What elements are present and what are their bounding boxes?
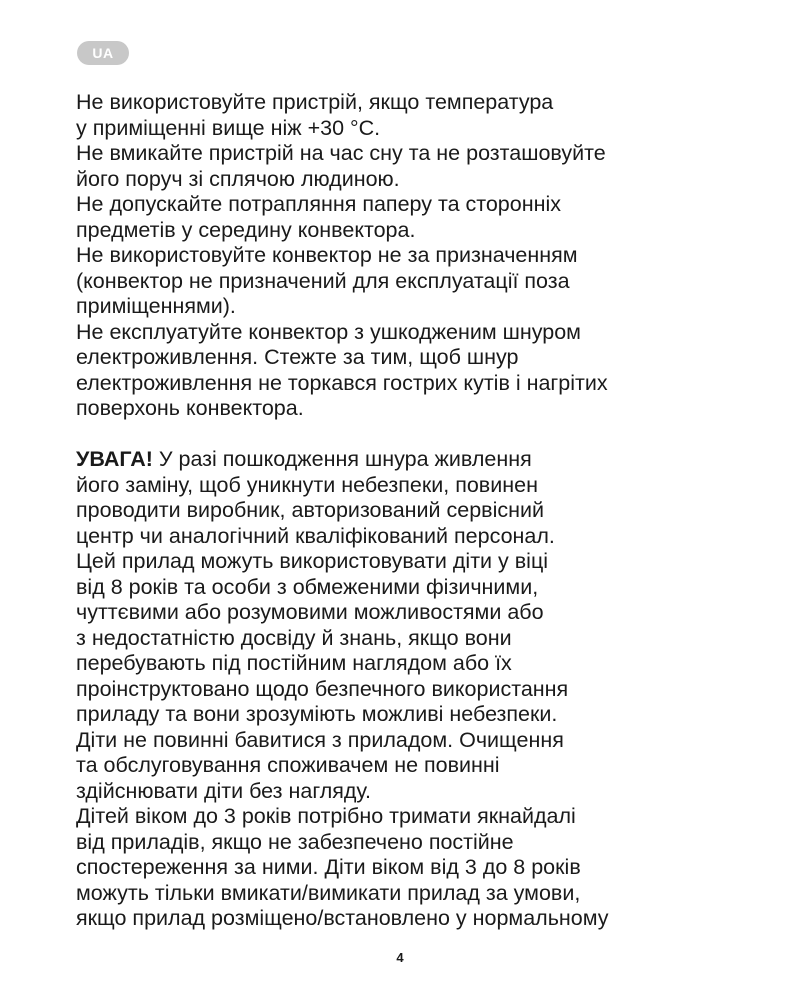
text-line: приміщеннями). [76,294,236,318]
text-line: поверхонь конвектора. [76,396,304,420]
warning-first-line [76,447,756,473]
text-line: Цей прилад можуть використовувати діти у віці [76,549,549,573]
paragraph-usage-restrictions [76,90,756,422]
text-line: Діти не повинні бавитися з приладом. Очищення [76,727,564,752]
document-body [76,90,756,932]
text-line: проводити виробник, авторизований сервісний [76,498,545,522]
text-line: електроживлення. Стежте за тим, щоб шнур [76,345,519,369]
text-line: електроживлення не торкався гострих кутів і нагрітих [76,370,608,395]
text-line: центр чи аналогічний кваліфікований персонал. [76,523,555,548]
text-line: його заміну, щоб уникнути небезпеки, повинен [76,472,538,497]
text-line: якщо прилад розміщено/встановлено у нормальному [76,906,609,930]
text-line: Не допускайте потрапляння паперу та сторонніх [76,192,561,216]
text-line: перебувають під постійним наглядом або їх [76,651,512,675]
text-line: з недостатністю досвіду й знань, якщо вони [76,625,512,650]
text-line: Не використовуйте пристрій, якщо температура [76,90,554,114]
paragraph-warning [76,447,756,932]
warning-first-line-text: У разі пошкодження шнура живлення [152,447,532,471]
warning-label: УВАГА! [76,447,153,471]
language-badge: UA [77,41,129,65]
text-line: та обслуговування споживачем не повинні [76,753,500,777]
text-line: Не вмикайте пристрій на час сну та не розташовуйте [76,141,606,165]
text-line: предметів у середину конвектора. [76,217,416,242]
page-number: 4 [396,950,404,965]
text-line: у приміщенні вище ніж +30 °С. [76,115,381,140]
text-line: проінструктовано щодо безпечного використання [76,676,569,701]
paragraph-spacer [76,422,756,448]
text-line: Не експлуатуйте конвектор з ушкодженим шнуром [76,319,581,344]
text-line: (конвектор не призначений для експлуатації поза [76,268,570,293]
text-line: Дітей віком до 3 років потрібно тримати якнайдалі [76,804,576,828]
text-line: приладу та вони зрозуміють можливі небезпеки. [76,702,558,726]
text-line: спостереження за ними. Діти віком від 3 до 8 років [76,855,581,879]
text-line: чуттєвими або розумовими можливостями або [76,600,544,624]
text-line: можуть тільки вмикати/вимикати прилад за умови, [76,880,581,905]
text-line: від приладів, якщо не забезпечено постійне [76,829,514,854]
text-line: від 8 років та особи з обмеженими фізичними, [76,574,539,599]
text-line: здійснювати діти без нагляду. [76,778,372,803]
text-line: його поруч зі сплячою людиною. [76,166,400,191]
text-line: Не використовуйте конвектор не за призначенням [76,243,578,267]
